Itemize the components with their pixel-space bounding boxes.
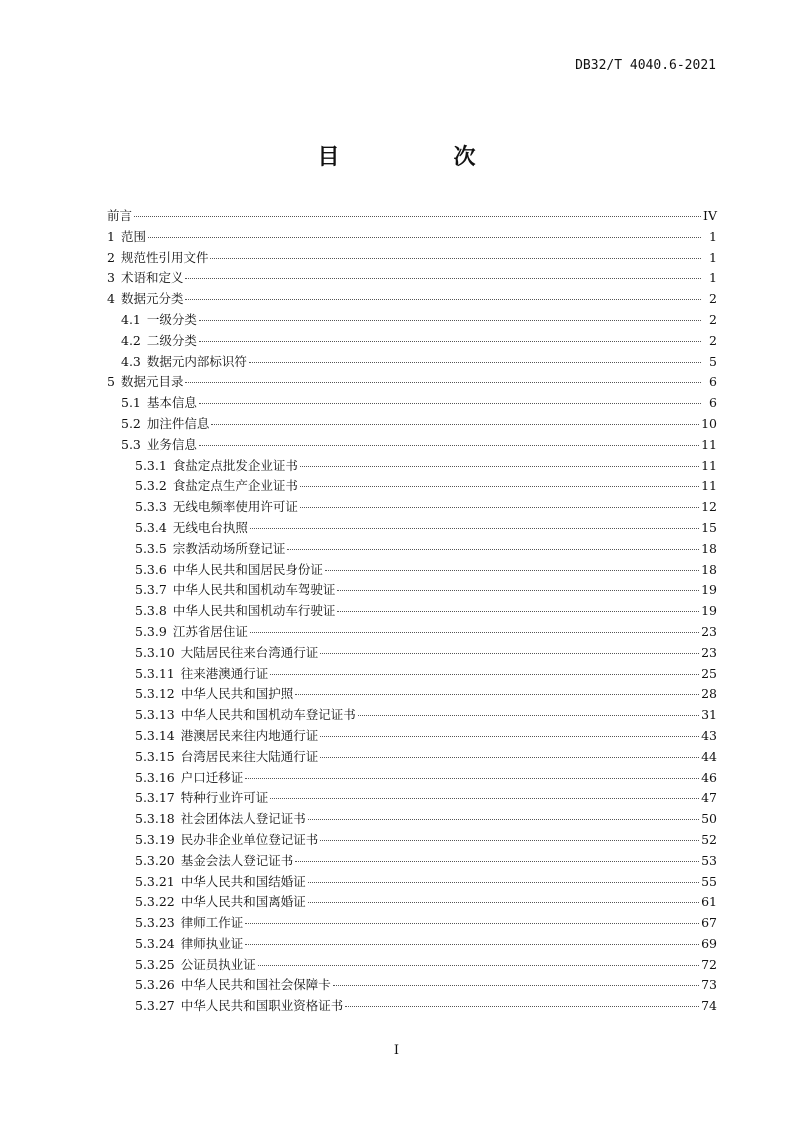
toc-entry[interactable] — [107, 830, 717, 851]
toc-entry-number: 5.2 — [121, 415, 141, 431]
toc-entry-label: 中华人民共和国护照 — [180, 686, 294, 702]
toc-dot-leader — [308, 819, 699, 820]
toc-entry-page: 1 — [709, 249, 717, 265]
toc-entry-number: 1 — [107, 228, 115, 244]
toc-entry-number: 5.3.22 — [135, 894, 175, 910]
toc-entry-label: 大陆居民往来台湾通行证 — [180, 644, 319, 660]
page-title: 目 次 — [317, 145, 522, 170]
toc-entry-label: 基金会法人登记证书 — [180, 852, 294, 868]
toc-entry-number: 5.3.26 — [135, 977, 175, 993]
toc-dot-leader — [320, 840, 699, 841]
toc-entry[interactable] — [107, 705, 717, 726]
toc-dot-leader — [199, 341, 701, 342]
toc-entry-label: 中华人民共和国机动车驾驶证 — [172, 582, 336, 598]
toc-entry-page: 5 — [709, 353, 717, 369]
toc-entry-page: 6 — [709, 374, 717, 390]
toc-entry-label: 中华人民共和国机动车登记证书 — [180, 707, 356, 723]
toc-dot-leader — [337, 611, 699, 612]
toc-dot-leader — [134, 216, 701, 217]
toc-entry[interactable] — [107, 248, 717, 269]
toc-entry-label: 无线电台执照 — [172, 519, 248, 535]
toc-entry-number: 5.3.3 — [135, 499, 167, 515]
toc-entry-page: 19 — [701, 582, 717, 598]
toc-dot-leader — [210, 258, 701, 259]
toc-entry-label: 业务信息 — [146, 436, 197, 452]
toc-entry-number: 5.3.14 — [135, 727, 175, 743]
toc-entry-page: 6 — [709, 395, 717, 411]
toc-entry-label: 往来港澳通行证 — [180, 665, 269, 681]
toc-entry[interactable] — [107, 227, 717, 248]
toc-entry-number: 5.3.15 — [135, 748, 175, 764]
toc-dot-leader — [358, 715, 699, 716]
toc-entry-label: 术语和定义 — [120, 270, 184, 286]
toc-entry[interactable] — [107, 580, 717, 601]
toc-entry[interactable] — [107, 414, 717, 435]
toc-dot-leader — [308, 882, 699, 883]
toc-entry-page: 55 — [701, 873, 717, 889]
toc-entry-label: 加注件信息 — [146, 415, 210, 431]
toc-dot-leader — [245, 944, 699, 945]
toc-entry[interactable] — [107, 975, 717, 996]
toc-entry-page: 69 — [701, 935, 717, 951]
toc-entry-page: 2 — [709, 291, 717, 307]
toc-entry[interactable] — [107, 352, 717, 373]
toc-dot-leader — [295, 861, 699, 862]
toc-entry-page: 18 — [701, 561, 717, 577]
toc-entry[interactable] — [107, 892, 717, 913]
toc-dot-leader — [295, 694, 699, 695]
toc-dot-leader — [287, 549, 699, 550]
toc-entry-number: 4.1 — [121, 311, 141, 327]
toc-dot-leader — [245, 923, 699, 924]
toc-entry-number: 4.3 — [121, 353, 141, 369]
toc-entry-label: 律师工作证 — [180, 915, 244, 931]
toc-entry-number: 5.3.11 — [135, 665, 175, 681]
toc-entry-page: 23 — [701, 623, 717, 639]
toc-dot-leader — [250, 528, 699, 529]
toc-entry-label: 台湾居民来往大陆通行证 — [180, 748, 319, 764]
toc-entry[interactable] — [107, 851, 717, 872]
toc-dot-leader — [148, 237, 701, 238]
toc-entry[interactable] — [107, 456, 717, 477]
toc-entry-page: 11 — [701, 457, 717, 473]
toc-entry[interactable] — [107, 206, 717, 227]
toc-entry-number: 5.3.20 — [135, 852, 175, 868]
toc-dot-leader — [185, 278, 701, 279]
toc-entry-label: 户口迁移证 — [180, 769, 244, 785]
toc-entry[interactable] — [107, 768, 717, 789]
toc-dot-leader — [270, 798, 699, 799]
toc-entry-page: IV — [703, 208, 717, 223]
toc-entry-number: 5.3.1 — [135, 457, 167, 473]
toc-entry[interactable] — [107, 934, 717, 955]
toc-entry[interactable] — [107, 518, 717, 539]
toc-entry[interactable] — [107, 539, 717, 560]
toc-entry[interactable] — [107, 809, 717, 830]
toc-entry-label: 公证员执业证 — [180, 956, 256, 972]
toc-dot-leader — [211, 424, 699, 425]
toc-entry-number: 3 — [107, 270, 115, 286]
toc-dot-leader — [325, 570, 699, 571]
toc-entry-page: 1 — [709, 270, 717, 286]
toc-entry-page: 43 — [701, 727, 717, 743]
toc-entry-label: 数据元内部标识符 — [146, 353, 247, 369]
toc-entry-number: 5.3.8 — [135, 603, 167, 619]
toc-entry-number: 5.3.19 — [135, 831, 175, 847]
toc-entry-number: 4.2 — [121, 332, 141, 348]
toc-dot-leader — [308, 902, 699, 903]
toc-entry-number: 4 — [107, 291, 115, 307]
toc-entry-number: 5.3.9 — [135, 623, 167, 639]
toc-entry-number: 5.3.7 — [135, 582, 167, 598]
toc-entry-label: 中华人民共和国机动车行驶证 — [172, 603, 336, 619]
toc-entry-page: 18 — [701, 540, 717, 556]
toc-entry-page: 19 — [701, 603, 717, 619]
toc-entry-page: 44 — [701, 748, 717, 764]
toc-entry-number: 5.3.27 — [135, 998, 175, 1014]
toc-dot-leader — [185, 382, 701, 383]
toc-entry-number: 5.3.16 — [135, 769, 175, 785]
toc-entry-number: 2 — [107, 249, 115, 265]
toc-entry-number: 5.3 — [121, 436, 141, 452]
toc-entry-number: 5.3.2 — [135, 478, 167, 494]
toc-entry[interactable] — [107, 788, 717, 809]
table-of-contents — [107, 206, 717, 1017]
toc-entry-number: 5.3.10 — [135, 644, 175, 660]
toc-entry-page: 50 — [701, 811, 717, 827]
toc-entry-page: 31 — [701, 707, 717, 723]
toc-entry[interactable] — [107, 664, 717, 685]
toc-dot-leader — [199, 445, 699, 446]
toc-dot-leader — [185, 299, 701, 300]
toc-entry[interactable] — [107, 643, 717, 664]
toc-entry[interactable] — [107, 476, 717, 497]
toc-entry[interactable] — [107, 331, 717, 352]
toc-entry-label: 范围 — [120, 228, 146, 244]
toc-entry-page: 28 — [701, 686, 717, 702]
toc-entry-label: 基本信息 — [146, 395, 197, 411]
toc-entry-page: 61 — [701, 894, 717, 910]
toc-entry-number: 5.3.24 — [135, 935, 175, 951]
toc-entry[interactable] — [107, 872, 717, 893]
toc-entry-page: 47 — [701, 790, 717, 806]
toc-entry-number: 5.3.5 — [135, 540, 167, 556]
toc-entry-number: 5.3.25 — [135, 956, 175, 972]
toc-entry-label: 中华人民共和国社会保障卡 — [180, 977, 331, 993]
toc-entry-label: 数据元目录 — [120, 374, 184, 390]
toc-entry[interactable] — [107, 497, 717, 518]
toc-entry-page: 2 — [709, 332, 717, 348]
toc-entry-label: 宗教活动场所登记证 — [172, 540, 286, 556]
toc-entry[interactable] — [107, 393, 717, 414]
toc-entry-number: 5.3.23 — [135, 915, 175, 931]
toc-entry[interactable] — [107, 955, 717, 976]
toc-dot-leader — [337, 590, 699, 591]
toc-entry-label: 律师执业证 — [180, 935, 244, 951]
toc-dot-leader — [320, 653, 699, 654]
toc-entry-number: 5.3.6 — [135, 561, 167, 577]
toc-entry[interactable] — [107, 747, 717, 768]
toc-entry-page: 12 — [701, 499, 717, 515]
toc-entry-label: 食盐定点批发企业证书 — [172, 457, 298, 473]
toc-entry-page: 11 — [701, 478, 717, 494]
toc-entry-label: 前言 — [107, 208, 133, 223]
toc-entry-page: 73 — [701, 977, 717, 993]
toc-dot-leader — [249, 362, 701, 363]
toc-entry-label: 数据元分类 — [120, 291, 184, 307]
toc-entry[interactable] — [107, 601, 717, 622]
toc-entry-label: 中华人民共和国职业资格证书 — [180, 998, 344, 1014]
toc-entry-number: 5 — [107, 374, 115, 390]
toc-entry[interactable] — [107, 622, 717, 643]
document-code: DB32/T 4040.6-2021 — [575, 58, 716, 73]
toc-entry-number: 5.3.17 — [135, 790, 175, 806]
toc-dot-leader — [345, 1006, 699, 1007]
toc-entry-label: 二级分类 — [146, 332, 197, 348]
toc-entry-page: 67 — [701, 915, 717, 931]
toc-entry-page: 15 — [701, 519, 717, 535]
toc-entry-page: 46 — [701, 769, 717, 785]
toc-entry-page: 72 — [701, 956, 717, 972]
toc-entry[interactable] — [107, 435, 717, 456]
toc-entry-label: 港澳居民来往内地通行证 — [180, 727, 319, 743]
toc-entry-label: 食盐定点生产企业证书 — [172, 478, 298, 494]
toc-dot-leader — [300, 466, 699, 467]
toc-entry-page: 25 — [701, 665, 717, 681]
toc-entry-number: 5.3.18 — [135, 811, 175, 827]
toc-entry-page: 52 — [701, 831, 717, 847]
toc-entry[interactable] — [107, 684, 717, 705]
toc-dot-leader — [245, 778, 699, 779]
toc-dot-leader — [320, 757, 699, 758]
toc-entry-page: 1 — [709, 228, 717, 244]
toc-entry-label: 中华人民共和国居民身份证 — [172, 561, 323, 577]
toc-dot-leader — [250, 632, 699, 633]
toc-entry-page: 2 — [709, 311, 717, 327]
toc-entry-page: 10 — [701, 415, 717, 431]
toc-entry-label: 无线电频率使用许可证 — [172, 499, 298, 515]
toc-entry-page: 74 — [701, 998, 717, 1014]
toc-entry-number: 5.1 — [121, 395, 141, 411]
toc-dot-leader — [333, 985, 699, 986]
toc-dot-leader — [300, 486, 699, 487]
toc-entry[interactable] — [107, 996, 717, 1017]
toc-entry-label: 民办非企业单位登记证书 — [180, 831, 319, 847]
toc-dot-leader — [258, 965, 699, 966]
toc-entry-page: 53 — [701, 852, 717, 868]
toc-entry-label: 特种行业许可证 — [180, 790, 269, 806]
toc-entry-number: 5.3.12 — [135, 686, 175, 702]
toc-dot-leader — [320, 736, 699, 737]
toc-entry[interactable] — [107, 726, 717, 747]
toc-dot-leader — [199, 320, 701, 321]
toc-entry[interactable] — [107, 913, 717, 934]
toc-entry-page: 23 — [701, 644, 717, 660]
toc-entry[interactable] — [107, 560, 717, 581]
toc-entry-label: 中华人民共和国结婚证 — [180, 873, 306, 889]
toc-entry-label: 社会团体法人登记证书 — [180, 811, 306, 827]
toc-entry[interactable] — [107, 289, 717, 310]
toc-dot-leader — [199, 403, 701, 404]
toc-entry-page: 11 — [701, 436, 717, 452]
toc-entry-label: 一级分类 — [146, 311, 197, 327]
toc-entry[interactable] — [107, 372, 717, 393]
toc-entry-label: 规范性引用文件 — [120, 249, 209, 265]
toc-dot-leader — [300, 507, 699, 508]
toc-entry-label: 中华人民共和国离婚证 — [180, 894, 306, 910]
toc-entry-label: 江苏省居住证 — [172, 623, 248, 639]
toc-entry[interactable] — [107, 268, 717, 289]
toc-entry-number: 5.3.21 — [135, 873, 175, 889]
toc-entry-number: 5.3.13 — [135, 707, 175, 723]
toc-dot-leader — [270, 674, 699, 675]
toc-entry-number: 5.3.4 — [135, 519, 167, 535]
page-number: I — [393, 1043, 400, 1058]
toc-entry[interactable] — [107, 310, 717, 331]
